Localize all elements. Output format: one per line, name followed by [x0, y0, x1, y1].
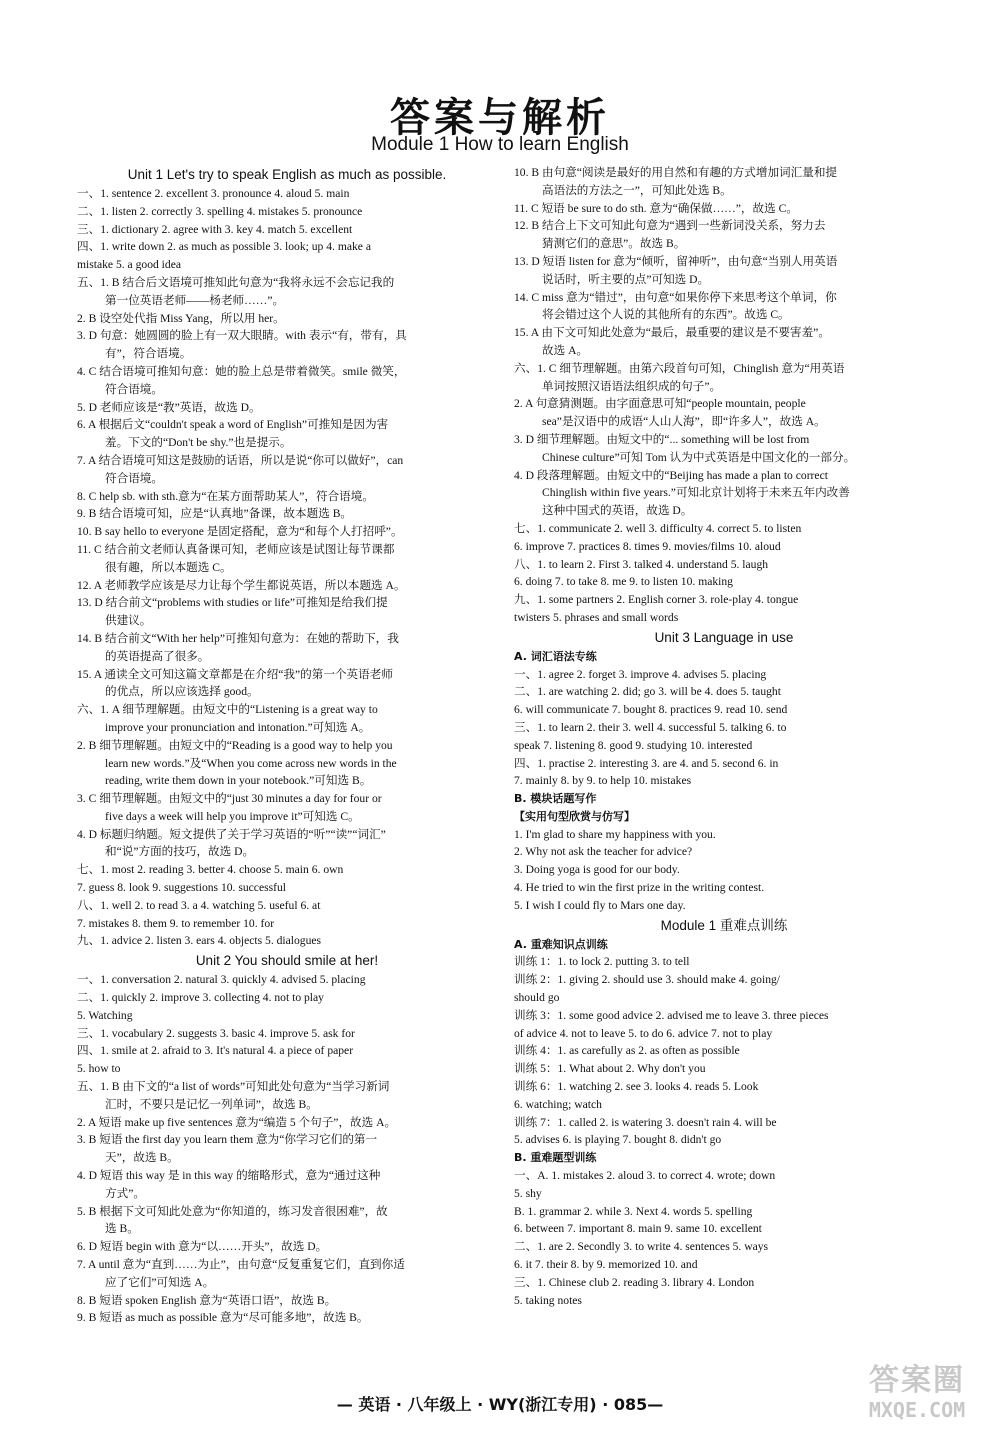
answer-line: 6. A 根据后文“couldn't speak a word of English”可推知是因为害	[77, 418, 389, 432]
section-heading: Module 1 重难点训练	[660, 917, 788, 933]
answer-line-continued: Chinese culture”可知 Tom 认为中式英语是中国文化的一部分。	[542, 450, 856, 464]
answer-line: 7. mistakes 8. them 9. to remember 10. for	[77, 916, 275, 930]
answer-line: 三、1. to learn 2. their 3. well 4. successful 5. talking 6. to	[514, 720, 787, 734]
answer-line: 11. C 结合前文老师认真备课可知，老师应该是试图让每节课都	[77, 542, 395, 556]
answer-line: 七、1. communicate 2. well 3. difficulty 4. correct 5. to listen	[514, 521, 802, 535]
answer-line: 6. between 7. important 8. main 9. same 10. excellent	[514, 1222, 762, 1236]
answer-line: 五、1. B 由下文的“a list of words”可知此处句意为“当学习新词	[77, 1080, 390, 1094]
answer-line: 二、1. listen 2. correctly 3. spelling 4. mistakes 5. pronounce	[77, 204, 363, 218]
watermark-text: 答案圈	[869, 1363, 965, 1398]
answer-line: 4. D 短语 this way 是 in this way 的缩略形式，意为“通过这种	[77, 1169, 381, 1183]
answer-line: 6. it 7. their 8. by 9. memorized 10. and	[514, 1258, 698, 1272]
answer-line-continued: 选 B。	[105, 1222, 139, 1236]
answer-line: 6. D 短语 begin with 意为“以……开头”，故选 D。	[77, 1240, 328, 1254]
answer-line: 5. D 老师应该是“教”英语，故选 D。	[77, 400, 261, 414]
section-heading: Unit 2 You should smile at her!	[195, 953, 379, 969]
answer-line: 二、1. are 2. Secondly 3. to write 4. sentences 5. ways	[514, 1240, 769, 1254]
subsection-heading: 【实用句型欣赏与仿写】	[514, 809, 635, 823]
right-column	[514, 164, 934, 1309]
answer-line: 4. D 标题归纳题。短文提供了关于学习英语的“听”“读”“词汇”	[77, 827, 386, 841]
answer-line: 三、1. vocabulary 2. suggests 3. basic 4. improve 5. ask for	[77, 1026, 355, 1040]
answer-line: 7. mainly 8. by 9. to help 10. mistakes	[514, 774, 692, 788]
answer-line: 七、1. most 2. reading 3. better 4. choose 5. main 6. own	[77, 863, 344, 877]
answer-line: 6. will communicate 7. bought 8. practices 9. read 10. send	[514, 703, 788, 717]
answer-line-continued: 高语法的方法之一”，可知此处选 B。	[542, 183, 732, 197]
answer-line-continued: 供建议。	[105, 614, 152, 628]
answer-line-continued: 第一位英语老师——杨老师……”。	[105, 293, 285, 307]
answer-line: 三、1. Chinese club 2. reading 3. library 4. London	[514, 1275, 755, 1289]
answer-line: 2. A 句意猜测题。由字面意思可知“people mountain, people	[514, 397, 806, 411]
answer-line: 训练 1：1. to lock 2. putting 3. to tell	[514, 955, 690, 969]
answer-line: 训练 2：1. giving 2. should use 3. should make 4. going/	[514, 973, 781, 987]
answer-line-continued: 天”，故选 B。	[105, 1151, 179, 1165]
watermark-logo	[842, 1364, 992, 1434]
subsection-heading: A. 词汇语法专练	[514, 649, 597, 663]
answer-line: 3. Doing yoga is good for our body.	[514, 863, 680, 877]
page-title: 答案与解析	[390, 95, 610, 141]
answer-line-continued: 将会错过这个人说的其他所有的东西”。故选 C。	[542, 308, 790, 322]
answer-line: 五、1. B 结合后文语境可推知此句意为“我将永远不会忘记我的	[77, 275, 395, 289]
answer-line: 13. D 结合前文“problems with studies or life”可推知是给我们提	[77, 596, 388, 610]
answer-line-continued: reading, write them down in your notebook.”可知选 B。	[105, 774, 372, 788]
answer-line-continued: sea”是汉语中的成语“人山人海”，即“许多人”，故选 A。	[542, 415, 826, 429]
answer-line: 6. doing 7. to take 8. me 9. to listen 10. making	[514, 575, 733, 589]
answer-line: 7. A until 意为“直到……为止”，由句意“反复重复它们，直到你适	[77, 1258, 405, 1272]
answer-line: 8. B 短语 spoken English 意为“英语口语”，故选 B。	[77, 1293, 337, 1307]
answer-line-continued: 单词按照汉语语法组织成的句子”。	[542, 379, 722, 393]
answer-line-continued: learn new words.”及“When you come across new words in the	[105, 756, 397, 770]
answer-line: 3. C 细节理解题。由短文中的“just 30 minutes a day for four or	[77, 792, 382, 806]
answer-line: 5. taking notes	[514, 1293, 582, 1307]
answer-line: 8. C help sb. with sth.意为“在某方面帮助某人”，符合语境。	[77, 489, 374, 503]
subsection-heading: B. 模块话题写作	[514, 792, 597, 806]
answer-line-continued: 汇时，不要只是记忆一列单词”，故选 B。	[105, 1097, 318, 1111]
answer-line: mistake 5. a good idea	[77, 258, 181, 272]
answer-line: 7. guess 8. look 9. suggestions 10. successful	[77, 881, 286, 895]
answer-line-continued: 应了它们”可知选 A。	[105, 1275, 215, 1289]
answer-line: 5. shy	[514, 1186, 542, 1200]
answer-line: 训练 5：1. What about 2. Why don't you	[514, 1062, 706, 1076]
section-heading: Unit 1 Let's try to speak English as much as possible.	[127, 167, 447, 182]
answer-line: 八、1. to learn 2. First 3. talked 4. understand 5. laugh	[514, 557, 769, 571]
answer-line-continued: five days a week will help you improve it”可知选 C。	[105, 809, 360, 823]
answer-line: 4. C 结合语境可推知句意：她的脸上总是带着微笑。smile 微笑，	[77, 364, 406, 378]
answer-line-continued: 和“说”方面的技巧，故选 D。	[105, 845, 255, 859]
left-column	[77, 164, 497, 1327]
answer-line: 3. D 句意：她圆圆的脸上有一双大眼睛。with 表示“有，带有，具	[77, 329, 407, 343]
answer-line: 一、1. sentence 2. excellent 3. pronounce 4. aloud 5. main	[77, 187, 350, 200]
answer-line: 5. B 根据下文可知此处意为“你知道的，练习发音很困难”，故	[77, 1204, 388, 1218]
answer-line: speak 7. listening 8. good 9. studying 10. interested	[514, 738, 753, 752]
answer-line: 5. Watching	[77, 1008, 133, 1022]
section-heading: Unit 3 Language in use	[654, 629, 794, 645]
answer-line: 5. advises 6. is playing 7. bought 8. didn't go	[514, 1133, 722, 1147]
answer-line-continued: 符合语境。	[105, 382, 163, 396]
subsection-heading: B. 重难题型训练	[514, 1151, 597, 1165]
answer-line: 八、1. well 2. to read 3. a 4. watching 5. useful 6. at	[77, 898, 321, 912]
answer-line-continued: 说话时，听主要的点”可知选 D。	[542, 272, 710, 286]
answer-line-continued: 猜测它们的意思”。故选 B。	[542, 237, 686, 251]
answer-line: 一、1. conversation 2. natural 3. quickly 4. advised 5. placing	[77, 973, 366, 987]
answer-line: 3. D 细节理解题。由短文中的“... something will be lost from	[514, 432, 810, 446]
answer-line-continued: 的优点，所以应该选择 good。	[105, 685, 259, 699]
answer-line-continued: 很有趣，所以本题选 C。	[105, 560, 232, 574]
answer-line: 12. A 老师教学应该是尽力让每个学生都说英语，所以本题选 A。	[77, 578, 406, 592]
answer-line: 训练 3：1. some good advice 2. advised me to leave 3. three pieces	[514, 1008, 829, 1022]
answer-line: 6. watching; watch	[514, 1097, 602, 1111]
answer-line: 九、1. advice 2. listen 3. ears 4. objects 5. dialogues	[77, 934, 322, 948]
answer-line: should go	[514, 991, 560, 1005]
answer-line: 训练 4：1. as carefully as 2. as often as possible	[514, 1044, 740, 1058]
answer-line: 1. I'm glad to share my happiness with you.	[514, 827, 716, 841]
answer-line: 15. A 由下文可知此处意为“最后，最重要的建议是不要害羞”。	[514, 326, 830, 340]
answer-line: 一、A. 1. mistakes 2. aloud 3. to correct 4. wrote; down	[514, 1169, 776, 1183]
answer-line: 训练 6：1. watching 2. see 3. looks 4. reads 5. Look	[514, 1080, 759, 1094]
answer-line: 4. D 段落理解题。由短文中的“Beijing has made a plan to correct	[514, 468, 828, 482]
answer-line: of advice 4. not to leave 5. to do 6. advice 7. not to play	[514, 1026, 773, 1040]
answer-line-continued: 方式”。	[105, 1186, 145, 1200]
answer-line: 10. B say hello to everyone 是固定搭配，意为“和每个人打招呼”。	[77, 525, 403, 539]
answer-line-continued: Chinglish within five years.”可知北京计划将于未来五年内改善	[542, 486, 850, 500]
answer-line: 二、1. are watching 2. did; go 3. will be 4. does 5. taught	[514, 685, 781, 699]
answer-line: 14. C miss 意为“错过”，由句意“如果你停下来思考这个单词，你	[514, 290, 837, 304]
answer-line: 训练 7：1. called 2. is watering 3. doesn't rain 4. will be	[514, 1115, 777, 1129]
answer-line: 7. A 结合语境可知这是鼓励的话语，所以是说“你可以做好”，can	[77, 453, 404, 467]
answer-line-continued: improve your pronunciation and intonation.”可知选 A。	[105, 720, 371, 734]
answer-line-continued: 故选 A。	[542, 343, 589, 357]
answer-line: 5. how to	[77, 1062, 121, 1076]
answer-line-continued: 羞。下文的“Don't be shy.”也是提示。	[105, 436, 292, 450]
answer-line: 2. B 细节理解题。由短文中的“Reading is a good way to help you	[77, 738, 393, 752]
answer-line: 六、1. C 细节理解题。由第六段首句可知，Chinglish 意为“用英语	[514, 361, 845, 375]
answer-line: 2. B 设空处代指 Miss Yang，所以用 her。	[77, 311, 285, 325]
answer-line-continued: 有”，符合语境。	[105, 347, 192, 361]
answer-line: 3. B 短语 the first day you learn them 意为“你学习它们的第一	[77, 1133, 378, 1147]
answer-line: 四、1. smile at 2. afraid to 3. It's natural 4. a piece of paper	[77, 1044, 354, 1058]
answer-line: 三、1. dictionary 2. agree with 3. key 4. match 5. excellent	[77, 222, 353, 236]
answer-line: 6. improve 7. practices 8. times 9. movies/films 10. aloud	[514, 539, 781, 553]
answer-line: 11. C 短语 be sure to do sth. 意为“确保做……”，故选 C。	[514, 201, 798, 215]
answer-line: 四、1. write down 2. as much as possible 3. look; up 4. make a	[77, 240, 371, 254]
answer-line-continued: 的英语提高了很多。	[105, 649, 210, 663]
watermark-url: MXQE.COM	[868, 1398, 966, 1422]
answer-line: 15. A 通读全文可知这篇文章都是在介绍“我”的第一个英语老师	[77, 667, 393, 681]
answer-line: 9. B 短语 as much as possible 意为“尽可能多地”，故选 B。	[77, 1311, 369, 1325]
answer-line: 四、1. practise 2. interesting 3. are 4. and 5. second 6. in	[514, 756, 779, 770]
answer-line: B. 1. grammar 2. while 3. Next 4. words 5. spelling	[514, 1204, 753, 1218]
answer-line: 二、1. quickly 2. improve 3. collecting 4. not to play	[77, 991, 324, 1005]
answer-line-continued: 符合语境。	[105, 471, 163, 485]
answer-line: 5. I wish I could fly to Mars one day.	[514, 898, 686, 912]
page-footer: — 英语 · 八年级上 · WY(浙江专用) · 085—	[336, 1395, 664, 1414]
answer-line: 13. D 短语 listen for 意为“倾听，留神听”，由句意“当别人用英语	[514, 254, 838, 268]
module-title: Module 1 How to learn English	[371, 134, 629, 155]
answer-line: 4. He tried to win the first prize in the writing contest.	[514, 881, 765, 895]
answer-line: 10. B 由句意“阅读是最好的用自然和有趣的方式增加词汇量和提	[514, 166, 838, 179]
answer-line: 六、1. A 细节理解题。由短文中的“Listening is a great way to	[77, 703, 378, 717]
answer-line: 2. Why not ask the teacher for advice?	[514, 845, 693, 859]
answer-line: twisters 5. phrases and small words	[514, 610, 679, 624]
answer-line: 2. A 短语 make up five sentences 意为“编造 5 个句子”，故选 A。	[77, 1115, 397, 1129]
answer-line: 一、1. agree 2. forget 3. improve 4. advises 5. placing	[514, 667, 767, 681]
answer-line: 14. B 结合前文“With her help”可推知句意为：在她的帮助下，我	[77, 631, 399, 645]
subsection-heading: A. 重难知识点训练	[514, 937, 608, 951]
answer-line: 12. B 结合上下文可知此句意为“遇到一些新词没关系，努力去	[514, 219, 826, 233]
answer-line-continued: 这种中国式的英语，故选 D。	[542, 504, 693, 518]
answer-line: 九、1. some partners 2. English corner 3. role-play 4. tongue	[514, 593, 799, 607]
answer-line: 9. B 结合语境可知，应是“认真地”备课，故本题选 B。	[77, 507, 353, 521]
